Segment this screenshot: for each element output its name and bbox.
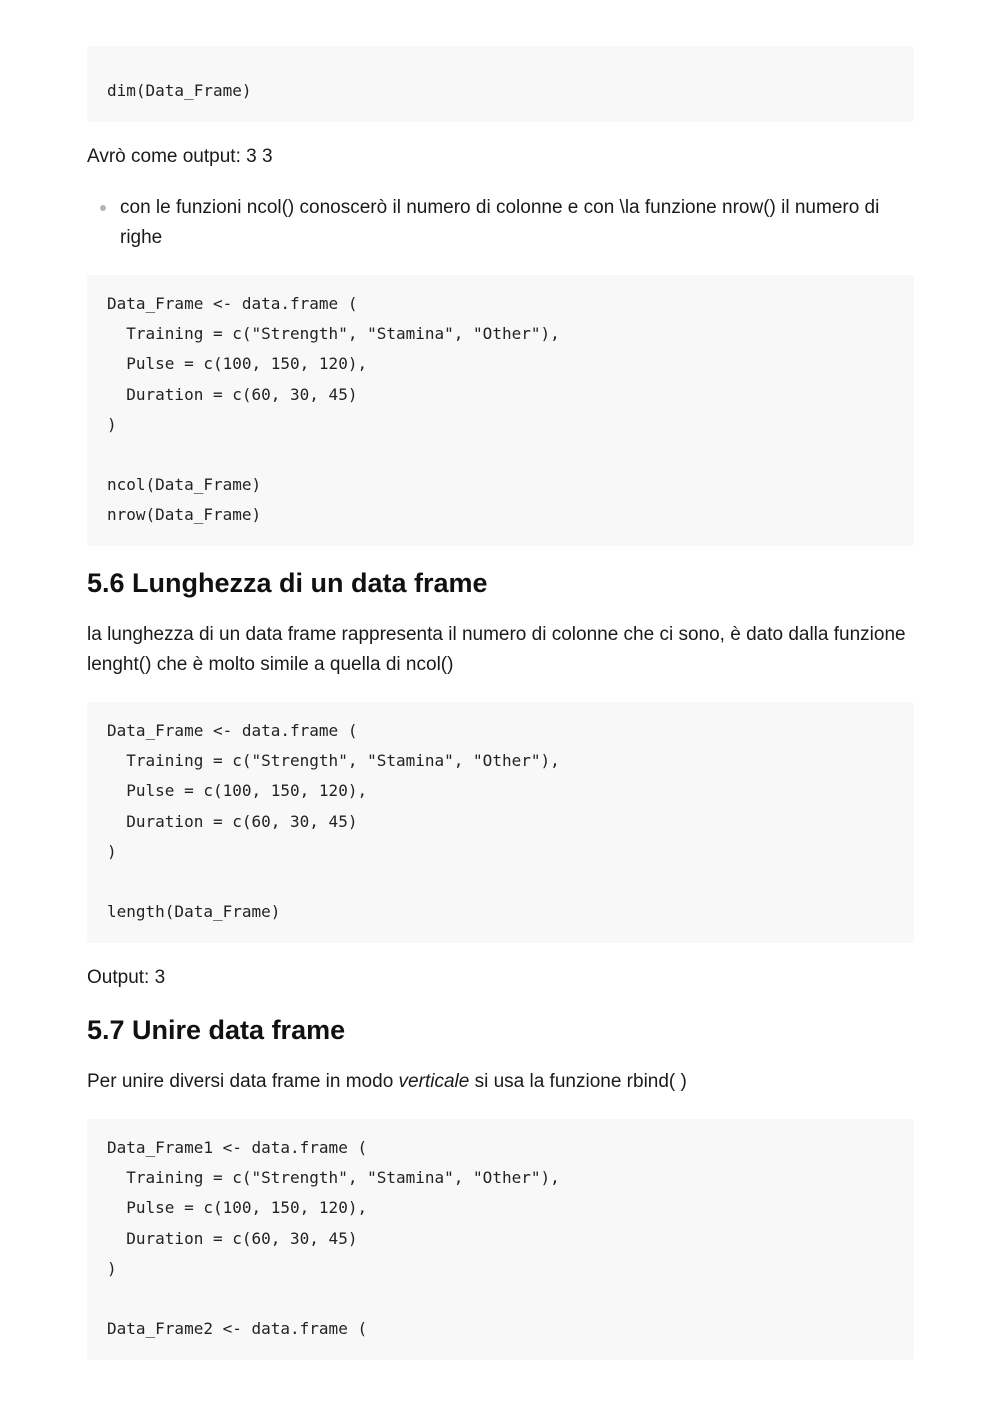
code-line — [107, 440, 894, 470]
bullet-list — [87, 193, 914, 253]
section-heading-5-7: 5.7 Unire data frame — [87, 1015, 346, 1045]
section-5-6-paragraph: la lunghezza di un data frame rappresenta il numero di colonne che ci sono, è dato dalla funzione lenght() che è molto simile a quella di ncol() — [87, 624, 906, 675]
code-line: ) — [107, 1258, 117, 1278]
code-block-length — [87, 702, 914, 943]
code-line: Pulse = c(100, 150, 120), — [107, 1198, 368, 1218]
code-line: Training = c("Strength", "Stamina", "Other"), — [107, 324, 560, 344]
code-line: Pulse = c(100, 150, 120), — [107, 354, 368, 374]
code-line: dim(Data_Frame) — [107, 81, 252, 100]
code-line: Duration = c(60, 30, 45) — [107, 384, 358, 404]
output-text-dim: Avrò come output: 3 3 — [87, 146, 273, 167]
code-line: Training = c("Strength", "Stamina", "Other"), — [107, 1168, 560, 1188]
code-line: ) — [107, 414, 117, 434]
section-5-7-paragraph — [87, 1067, 914, 1097]
document-page — [87, 46, 914, 1360]
code-line: Training = c("Strength", "Stamina", "Other"), — [107, 751, 560, 771]
bullet-icon — [100, 205, 106, 211]
code-line: nrow(Data_Frame) — [107, 505, 262, 525]
section-heading-5-6: 5.6 Lunghezza di un data frame — [87, 568, 488, 598]
code-line: Duration = c(60, 30, 45) — [107, 811, 358, 831]
emphasis-text: verticale — [398, 1071, 470, 1092]
code-line — [107, 867, 894, 897]
code-line — [107, 1284, 894, 1314]
paragraph-text: si usa la funzione rbind( ) — [469, 1071, 687, 1092]
code-line: Duration = c(60, 30, 45) — [107, 1228, 358, 1248]
code-line: ) — [107, 841, 117, 861]
code-line: Pulse = c(100, 150, 120), — [107, 781, 368, 801]
list-item-text: con le funzioni ncol() conoscerò il numero di colonne e con \la funzione nrow() il numero di righe — [120, 197, 880, 248]
code-line: Data_Frame1 <- data.frame ( — [107, 1138, 368, 1157]
code-block-rbind — [87, 1119, 914, 1360]
code-line: Data_Frame <- data.frame ( — [107, 721, 358, 740]
paragraph-text: Per unire diversi data frame in modo — [87, 1071, 399, 1092]
code-block-ncol-nrow — [87, 275, 914, 546]
output-text-length: Output: 3 — [87, 967, 166, 988]
code-line: length(Data_Frame) — [107, 902, 281, 922]
code-line: Data_Frame <- data.frame ( — [107, 294, 358, 313]
list-item — [87, 193, 914, 253]
code-line: ncol(Data_Frame) — [107, 475, 262, 495]
code-line: Data_Frame2 <- data.frame ( — [107, 1319, 368, 1339]
code-block-dim — [87, 46, 914, 122]
